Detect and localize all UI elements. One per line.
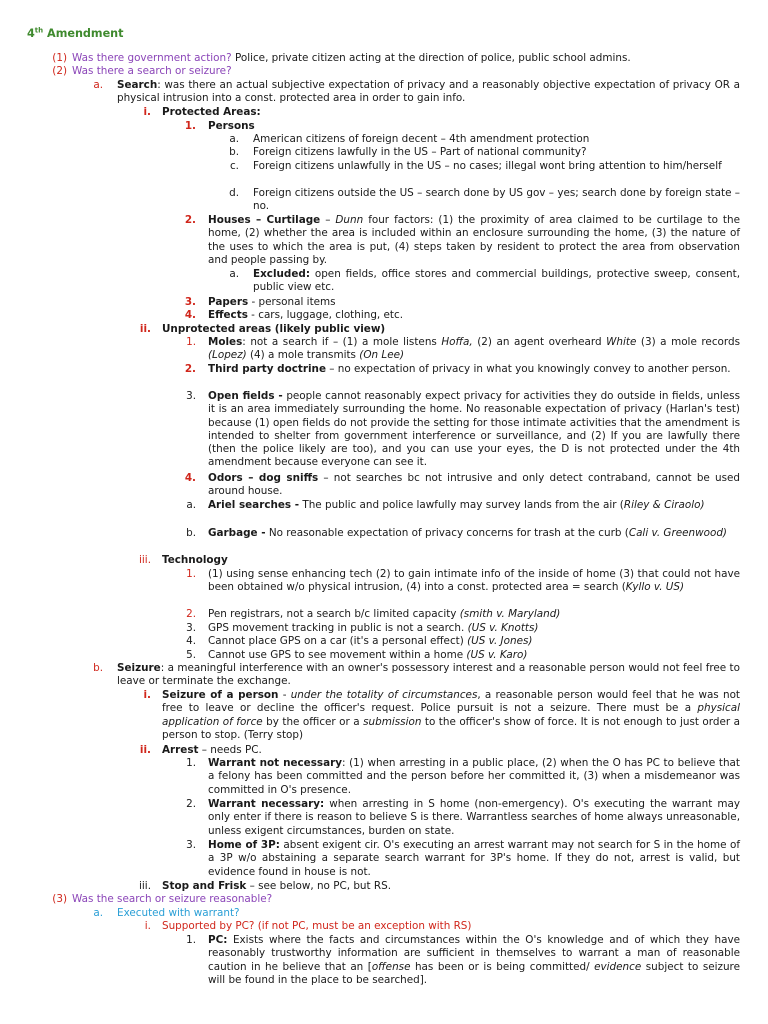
warrantnot-marker: 1. xyxy=(186,757,196,769)
q2-question: Was there a search or seizure? xyxy=(72,65,232,77)
warrantnec-marker: 2. xyxy=(186,798,196,810)
stop-and-frisk: Stop and Frisk – see below, no PC, but RS. xyxy=(162,880,392,892)
seizure-person-marker: i. xyxy=(143,689,151,701)
q1-line xyxy=(72,52,740,65)
supported-marker: i. xyxy=(144,920,151,932)
pc-marker: 1. xyxy=(186,934,196,946)
excluded-marker: a. xyxy=(229,268,239,280)
q1-answer: Police, private citizen acting at the direction of police, public school admins. xyxy=(231,52,631,64)
supported-by-pc: Supported by PC? (if not PC, must be an exception with RS) xyxy=(162,920,472,932)
q1-question: Was there government action? xyxy=(72,52,232,64)
thirdparty-marker: 2. xyxy=(184,363,196,375)
openfields-marker: 3. xyxy=(186,390,196,402)
tech4-marker: 4. xyxy=(186,635,196,647)
tech5-text: Cannot use GPS to see movement within a home (US v. Karo) xyxy=(208,649,528,661)
papers-marker: 3. xyxy=(184,296,196,308)
persons-heading: Persons xyxy=(208,120,255,132)
q2-marker: (2) xyxy=(52,65,67,77)
tech5-marker: 5. xyxy=(186,649,196,661)
arrest-marker: ii. xyxy=(139,744,151,756)
arrest-line: Arrest – needs PC. xyxy=(162,744,262,756)
houses-definition: Houses – Curtilage – Dunn four factors: (1) the proximity of area claimed to be curtilage to the home, (2) whether the area is included within an enclosure surrounding the home, (3) the nature of the uses to which the area is put, (4) steps taken by resident to protect the area from observation and people passing by. xyxy=(208,214,740,266)
ariel-marker: a. xyxy=(186,499,196,511)
persons-d: Foreign citizens outside the US – search done by US gov – yes; search done by foreign state – no. xyxy=(253,187,740,213)
persons-a: American citizens of foreign decent – 4th amendment protection xyxy=(253,133,590,145)
search-definition: Search: was there an actual subjective expectation of privacy and a reasonably objective expectation of privacy OR a physical intrusion into a const. protected area in order to gain info. xyxy=(117,79,740,105)
tech3-text: GPS movement tracking in public is not a search. (US v. Knotts) xyxy=(208,622,539,634)
technology-marker: iii. xyxy=(139,554,151,566)
stop-marker: iii. xyxy=(139,880,151,892)
persons-b: Foreign citizens lawfully in the US – Part of national community? xyxy=(253,146,587,158)
protected-marker: i. xyxy=(143,106,151,118)
persons-c-marker: c. xyxy=(229,160,239,172)
page-title: 4th Amendment xyxy=(27,26,124,40)
pc-definition: PC: Exists where the facts and circumstances within the O's knowledge and of which they have reasonably trustworthy information are sufficient in themselves to warrant a man of reasonable caution in he believe that an [offense has been or is being committed/ evidence subject to seizure will be found in the place to be searched]. xyxy=(208,934,740,986)
persons-marker: 1. xyxy=(184,120,196,132)
tech3-marker: 3. xyxy=(186,622,196,634)
home-of-3p: Home of 3P: absent exigent cir. O's executing an arrest warrant may not search for S in the home of a 3P w/o abstaining a separate search warrant for 3P's home. If they do not, arrest is valid, but evidence found in house is not. xyxy=(208,839,741,878)
papers-line: Papers - personal items xyxy=(208,296,336,308)
unprotected-marker: ii. xyxy=(139,323,151,335)
thirdparty-definition: Third party doctrine – no expectation of privacy in what you knowingly convey to another person. xyxy=(208,363,731,375)
tech1-marker: 1. xyxy=(186,568,196,580)
openfields-definition: Open fields - people cannot reasonably expect privacy for activities they do outside in fields, unless it is an area immediately surrounding the home. No reasonable expectation of privacy (Harlan's test) because (1) open fields do not provide the setting for those intimate activities that the amendment is intended to shelter from government interference or surveillance, and (2) If you are lawfully there (then the police likely are too), and you can use your eyes, the D is not protected under the 4th amendment because everyone can see it. xyxy=(208,390,740,469)
moles-marker: 1. xyxy=(186,336,196,348)
persons-c: Foreign citizens unlawfully in the US – no cases; illegal wont bring attention to him/herself xyxy=(253,160,722,172)
warrant-not-necessary: Warrant not necessary: (1) when arresting in a public place, (2) when the O has PC to believe that a felony has been committed and the person before her committed it, (3) when a misdemeanor was committed in O's presence. xyxy=(208,757,740,796)
odors-marker: 4. xyxy=(184,472,196,484)
seizure-person-definition: Seizure of a person - under the totality of circumstances, a reasonable person would feel that he was not free to leave or decline the officer's request. Police pursuit is not a seizure. There must be a physical application of force by the officer or a submission to the officer's show of force. It is not enough to just order a person to stop. (Terry stop) xyxy=(162,689,740,741)
tech2-marker: 2. xyxy=(186,608,196,620)
q3-question: Was the search or seizure reasonable? xyxy=(72,893,273,905)
persons-d-marker: d. xyxy=(229,187,239,199)
moles-definition: Moles: not a search if – (1) a mole listens Hoffa, (2) an agent overheard White (3) a mole records (Lopez) (4) a mole transmits (On Lee) xyxy=(208,336,740,362)
garbage-marker: b. xyxy=(186,527,196,539)
unprotected-heading: Unprotected areas (likely public view) xyxy=(162,323,386,335)
effects-line: Effects - cars, luggage, clothing, etc. xyxy=(208,309,403,321)
houses-marker: 2. xyxy=(184,214,196,226)
protected-heading: Protected Areas: xyxy=(162,106,261,118)
executed-marker: a. xyxy=(93,907,103,919)
seizure-marker: b. xyxy=(93,662,103,674)
houses-excluded: Excluded: open fields, office stores and commercial buildings, protective sweep, consent, public view etc. xyxy=(253,268,740,294)
effects-marker: 4. xyxy=(184,309,196,321)
seizure-definition: Seizure: a meaningful interference with an owner's possessory interest and a reasonable person would not feel free to leave or terminate the exchange. xyxy=(117,662,740,688)
executed-with-warrant: Executed with warrant? xyxy=(117,907,240,919)
q1-marker: (1) xyxy=(52,52,67,64)
persons-a-marker: a. xyxy=(229,133,239,145)
odors-definition: Odors – dog sniffs – not searches bc not intrusive and only detect contraband, cannot be used around house. xyxy=(208,472,740,498)
home3p-marker: 3. xyxy=(186,839,196,851)
tech2-text: Pen registrars, not a search b/c limited capacity (smith v. Maryland) xyxy=(208,608,561,620)
warrant-necessary: Warrant necessary: when arresting in S home (non-emergency). O's executing the warrant may only enter if there is reason to believe S is there. Warrantless searches of home always unreasonable, unless exigent circumstances, burden on state. xyxy=(208,798,740,837)
search-marker: a. xyxy=(93,79,103,91)
q3-marker: (3) xyxy=(52,893,67,905)
tech1-text: (1) using sense enhancing tech (2) to gain intimate info of the inside of home (3) that could not have been obtained w/o physical intrusion, (4) into a const. protected area = search (Kyllo v. US) xyxy=(208,568,740,594)
garbage-definition: Garbage - No reasonable expectation of privacy concerns for trash at the curb (Cali v. Greenwood) xyxy=(208,527,727,539)
tech4-text: Cannot place GPS on a car (it's a personal effect) (US v. Jones) xyxy=(208,635,533,647)
ariel-definition: Ariel searches - The public and police lawfully may survey lands from the air (Riley & Ciraolo) xyxy=(208,499,705,511)
persons-b-marker: b. xyxy=(229,146,239,158)
technology-heading: Technology xyxy=(162,554,228,566)
